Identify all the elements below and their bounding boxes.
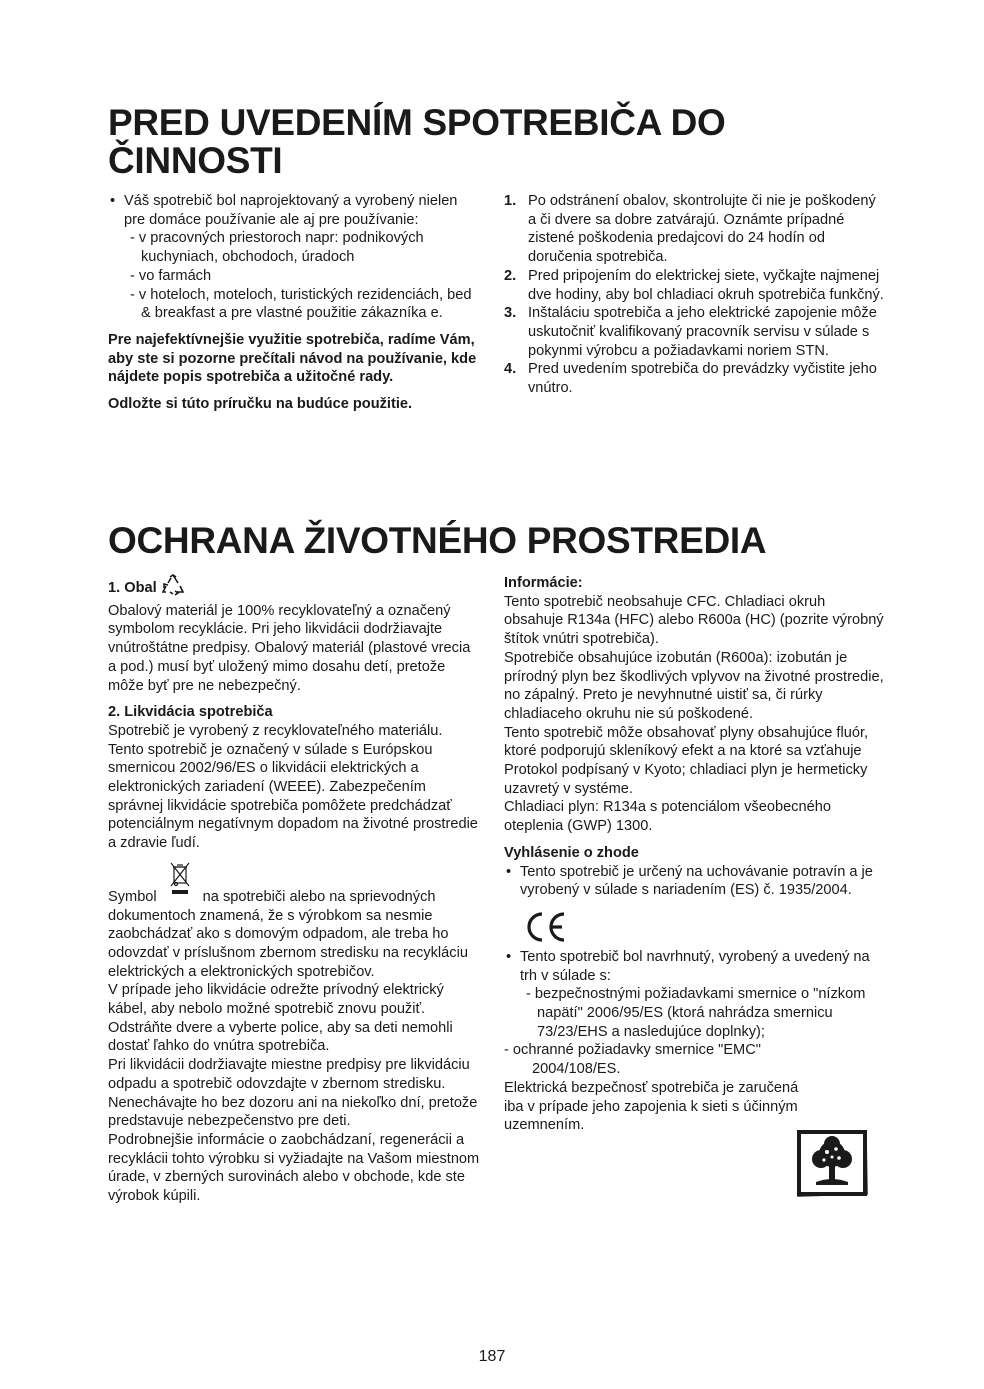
ce-mark-icon [504, 904, 884, 944]
step-item [504, 304, 884, 360]
disposal-paragraph-3: Pri likvidácii dodržiavajte miestne predpisy pre likvidáciu odpadu a spotrebič odovzdajte v zbernom stredisku. Nenechávajte ho bez dozoru ani na niekoľko dní, pretože predstavuje nebezpečenstvo pre deti. [108, 1057, 478, 1130]
step-number: 3. [504, 305, 517, 322]
disposal-paragraph-4: Podrobnejšie informácie o zaobchádzaní, regenerácii a recyklácii tohto výrobku si vyžiadajte na Vašom miestnom úrade, v zberných surovinách alebo v obchode, kde ste výrobok kúpili. [108, 1131, 480, 1205]
step-number: 1. [504, 193, 517, 209]
symbol-text: na spotrebiči alebo na sprievodných dokumentoch znamená, že s výrobkom sa nesmie zaobchádzať ako s domovým odpadom, ale treba ho odovzdať v príslušnom zbernom stredisku na recykláciu elektrických a elektronických spotrebičov. [108, 888, 468, 980]
info-heading: Informácie: [504, 575, 583, 591]
conformity-bullet-text: Tento spotrebič je určený na uchovávanie potravín a je vyrobený v súlade s nariadením (ES) č. 1935/2004. [520, 863, 873, 899]
conformity-bullet-text: Tento spotrebič bol navrhnutý, vyrobený a uvedený na trh v súlade s: [520, 948, 870, 984]
conformity-dash-continuation: 2004/108/ES. [532, 1061, 621, 1078]
info-paragraph-1: Tento spotrebič neobsahuje CFC. Chladiaci okruh obsahuje R134a (HFC) alebo R600a (HC) (pozrite výrobný štítok vnútri spotrebiča). [504, 593, 884, 648]
step-item [504, 192, 884, 267]
advice-paragraph: Pre najefektívnejšie využitie spotrebiča, radíme Vám, aby ste si pozorne prečítali návod na používanie, kde nájdete popis spotrebiča a užitočné rady. [108, 331, 477, 386]
usage-dash-item: - v hoteloch, moteloch, turistických rezidenciách, bed & breakfast a pre vlastné použitie zákazníka e. [130, 286, 472, 322]
recycle-icon [161, 574, 185, 602]
page-number: 187 [478, 1348, 506, 1365]
conformity-bullet [504, 948, 884, 1042]
weee-crossed-bin-icon [167, 861, 193, 895]
step-text: Po odstránení obalov, skontrolujte či nie je poškodený a či dvere sa dobre zatvárajú. Oznámte prípadné zistené poškodenia predajcovi do 24 hodín od doručenia spotrebiča. [528, 193, 876, 266]
disposal-text: Spotrebič je vyrobený z recyklovateľného materiálu. Tento spotrebič je označený v súlade s Európskou smernicou 2002/96/ES o likvidácii elektrických a elektronických zariadení (WEEE). Zabezpečením správnej likvidácie spotrebiča pomôžete predchádzať potenciálnym negatívnym dopadom na životné prostredie a zdravie ľudí. [108, 722, 478, 852]
step-item [504, 360, 884, 397]
conformity-dash-item: - ochranné požiadavky smernice "EMC" [504, 1042, 761, 1059]
eco-tree-stamp-icon [794, 1128, 870, 1200]
packaging-text: Obalový materiál je 100% recyklovateľný a označený symbolom recyklácie. Pri jeho likvidácii dodržiavajte vnútroštátne predpisy. Obalový materiál (plastové vrecia a pod.) musí byť uložený mimo dosahu detí, pretože môže byť pre ne nebezpečný. [108, 602, 471, 694]
keep-manual-note: Odložte si túto príručku na budúce použitie. [108, 396, 413, 413]
symbol-label: Symbol [108, 888, 157, 905]
usage-bullet [108, 192, 480, 323]
info-paragraph-3: Tento spotrebič môže obsahovať plyny obsahujúce fluór, ktoré podporujú skleníkový efekt a na ktoré sa vzťahuje Protokol podpísaný v Kyoto; chladiaci plyn je hermeticky uzavretý v systéme. [504, 724, 869, 797]
before-use-steps [504, 192, 884, 398]
usage-dash-item: - v pracovných priestoroch napr: podnikových kuchyniach, obchodoch, úradoch [130, 230, 424, 266]
environment-left-column [108, 574, 480, 1206]
step-number: 2. [504, 267, 517, 284]
bullet-mark: • [506, 863, 512, 880]
step-text: Pred uvedením spotrebiča do prevádzky vyčistite jeho vnútro. [528, 361, 877, 397]
step-number: 4. [504, 361, 517, 378]
environment-right-column [504, 574, 884, 1135]
info-paragraph-2: Spotrebiče obsahujúce izobután (R600a): izobután je prírodný plyn bez škodlivých vplyvov na životné prostredie, no zápalný. Preto je nevyhnutné uistiť sa, či rúrky chladiaceho okruhu nie sú poškodené. [504, 649, 884, 722]
disposal-paragraph-2: V prípade jeho likvidácie odrežte prívodný elektrický kábel, aby nebolo možné spotrebič znovu použiť. Odstráňte dvere a vyberte police, aby sa deti nemohli dostať ľahko do vnútra spotrebiča. [108, 982, 453, 1055]
usage-bullet-text: Váš spotrebič bol naprojektovaný a vyrobený nielen pre domáce používanie ale aj pre používanie: [124, 193, 458, 228]
conformity-bullet [504, 863, 884, 900]
section-title-environment: OCHRANA ŽIVOTNÉHO PROSTREDIA [108, 520, 767, 561]
conformity-heading: Vyhlásenie o zhode [504, 844, 639, 861]
usage-dash-item: - vo farmách [130, 267, 212, 284]
disposal-heading: 2. Likvidácia spotrebiča [108, 704, 273, 721]
symbol-paragraph [108, 871, 480, 982]
step-item [504, 267, 884, 304]
step-text: Inštaláciu spotrebiča a jeho elektrické zapojenie môže uskutočniť kvalifikovaný pracovník servisu v súlade s pokynmi výrobcu a požiadavkami noriem STN. [528, 305, 877, 359]
packaging-heading-text: 1. Obal [108, 580, 157, 596]
info-paragraph-4: Chladiaci plyn: R134a s potenciálom všeobecného oteplenia (GWP) 1300. [504, 799, 831, 835]
section-title-before-use: PRED UVEDENÍM SPOTREBIČA DO ČINNOSTI [108, 102, 726, 181]
bullet-mark: • [506, 948, 512, 965]
electrical-safety-text: Elektrická bezpečnosť spotrebiča je zaručená iba v prípade jeho zapojenia k sieti s účinným uzemnením. [504, 1079, 799, 1134]
packaging-heading [108, 574, 480, 602]
step-text: Pred pripojením do elektrickej siete, vyčkajte najmenej dve hodiny, aby bol chladiaci okruh spotrebiča funkčný. [528, 267, 884, 303]
conformity-dash-item: - bezpečnostnými požiadavkami smernice o "nízkom napätí" 2006/95/ES (ktorá nahrádza smernicu 73/23/EHS a nasledujúce doplnky); [526, 986, 866, 1040]
bullet-mark: • [110, 193, 116, 209]
before-use-left-column [108, 192, 480, 414]
